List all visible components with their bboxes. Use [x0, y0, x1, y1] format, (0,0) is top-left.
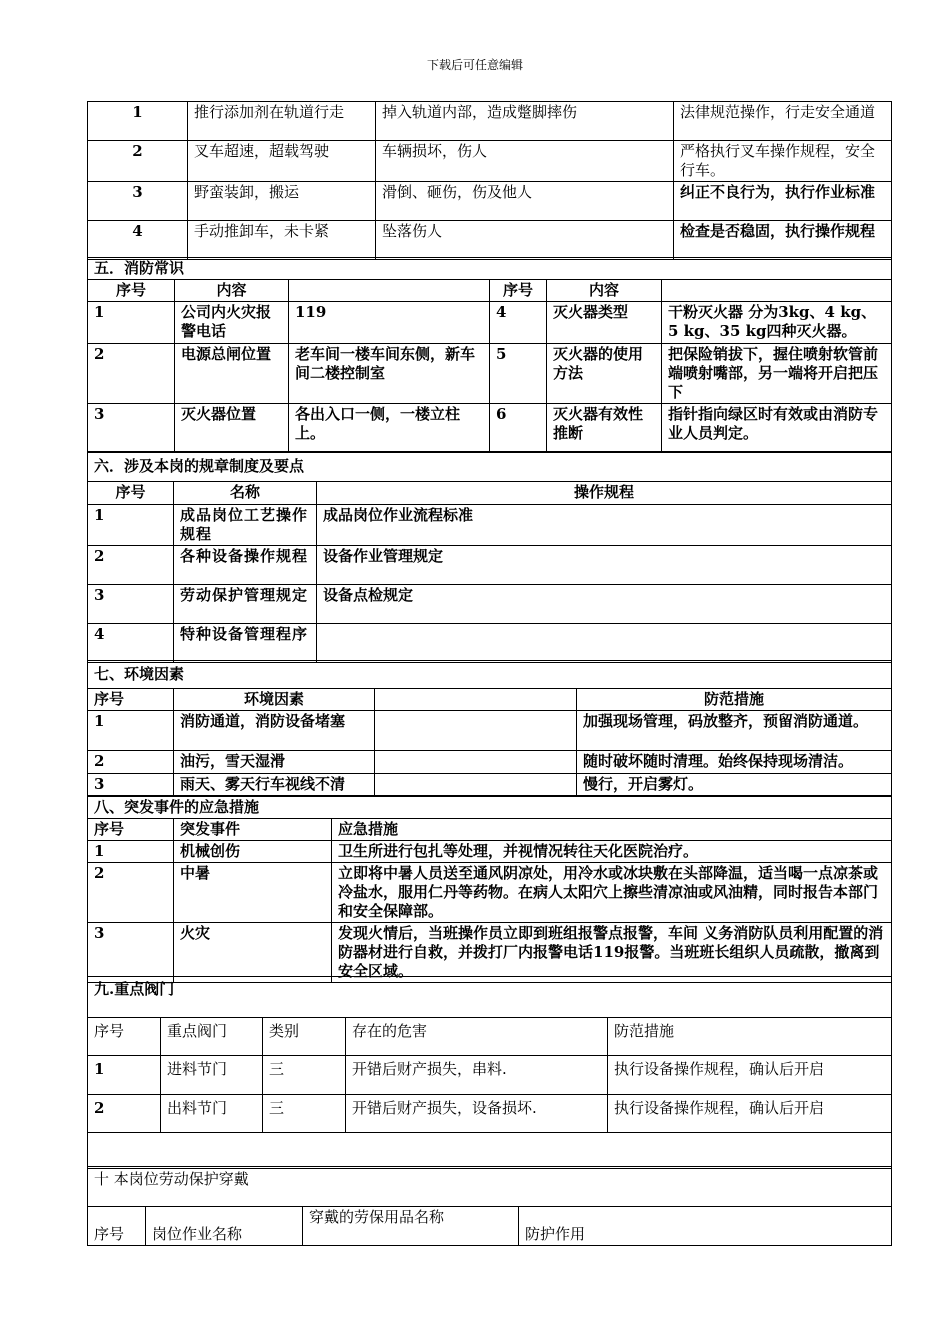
- table-row: [88, 546, 892, 585]
- col-header: 防护作用: [519, 1207, 892, 1246]
- measure-cell: 执行设备操作规程，确认后开启: [608, 1056, 892, 1095]
- row-number: 2: [88, 344, 175, 404]
- col-header: 序号: [88, 280, 175, 302]
- factor-cell: 消防通道，消防设备堵塞: [174, 711, 375, 751]
- table-row: [88, 182, 892, 221]
- col-header: 名称: [174, 482, 317, 505]
- table-row: [88, 751, 892, 774]
- col-header: 序号: [490, 280, 547, 302]
- table-row: [88, 344, 892, 404]
- table-header: [88, 819, 892, 841]
- row-number: 1: [88, 102, 188, 141]
- col-header: 岗位作业名称: [146, 1207, 303, 1246]
- section-title: 五．消防常识: [88, 258, 892, 280]
- col-header: 防范措施: [608, 1018, 892, 1056]
- measure-cell: 立即将中暑人员送至通风阴凉处，用冷水或冰块敷在头部降温，适当喝一点凉茶或冷盐水，服用仁丹等药物。在病人太阳穴上擦些清凉油或风油精，同时报告本部门和安全保障部。: [332, 863, 892, 923]
- measure-cell: 随时破坏随时清理。始终保持现场清洁。: [577, 751, 892, 774]
- table-row: [88, 863, 892, 923]
- procedure-cell: 设备作业管理规定: [317, 546, 892, 585]
- table-header: [88, 280, 892, 302]
- harm-cell: 坠落伤人: [376, 221, 674, 260]
- row-number: 2: [88, 751, 174, 774]
- table-row: [88, 302, 892, 344]
- measure-cell: 慢行，开启雾灯。: [577, 774, 892, 796]
- harm-cell: 车辆损坏，伤人: [376, 141, 674, 182]
- valve-cell: 出料节门: [161, 1095, 263, 1133]
- row-number: 3: [88, 923, 174, 983]
- activity-cell: 叉车超速，超载驾驶: [188, 141, 376, 182]
- row-number: 1: [88, 505, 174, 546]
- name-cell: 成品岗位工艺操作规程: [174, 505, 317, 546]
- table-header: [88, 1018, 892, 1056]
- row-number: 5: [490, 344, 547, 404]
- table-header: [88, 1207, 892, 1246]
- row-number: 3: [88, 585, 174, 624]
- emergency-table: [87, 796, 892, 983]
- value-cell: 干粉灭火器 分为3kg、4 kg、5 kg、35 kg四种灭火器。: [662, 302, 892, 344]
- item-cell: 灭火器的使用方法: [547, 344, 662, 404]
- procedure-cell: 成品岗位作业流程标准: [317, 505, 892, 546]
- table-row: [88, 141, 892, 182]
- measure-cell: 严格执行叉车操作规程，安全行车。: [674, 141, 892, 182]
- type-cell: 三: [263, 1056, 346, 1095]
- measure-cell: 检查是否稳固，执行操作规程: [674, 221, 892, 260]
- item-cell: 灭火器位置: [175, 404, 289, 453]
- table-row: [88, 505, 892, 546]
- measure-cell: 法律规范操作，行走安全通道: [674, 102, 892, 141]
- event-cell: 中暑: [174, 863, 332, 923]
- row-number: 2: [88, 1095, 161, 1133]
- name-cell: 各种设备操作规程: [174, 546, 317, 585]
- ppe-table: [87, 1166, 892, 1246]
- measure-cell: 卫生所进行包扎等处理，并视情况转往天化医院治疗。: [332, 841, 892, 863]
- item-cell: 灭火器有效性推断: [547, 404, 662, 453]
- col-header: 突发事件: [174, 819, 332, 841]
- row-number: 1: [88, 1056, 161, 1095]
- row-number: 4: [490, 302, 547, 344]
- table-header: [88, 482, 892, 505]
- row-number: 3: [88, 182, 188, 221]
- activity-cell: 野蛮装卸，搬运: [188, 182, 376, 221]
- section-title: 八、突发事件的应急措施: [88, 797, 892, 819]
- table-row: [88, 221, 892, 260]
- item-cell: 公司内火灾报警电话: [175, 302, 289, 344]
- table-row: [88, 585, 892, 624]
- valve-cell: 进料节门: [161, 1056, 263, 1095]
- section-title: 七、环境因素: [88, 661, 892, 689]
- hazard-table: [87, 101, 892, 260]
- table-row: [88, 102, 892, 141]
- row-number: 2: [88, 141, 188, 182]
- row-number: 4: [88, 221, 188, 260]
- col-header: 穿戴的劳保用品名称: [303, 1207, 519, 1246]
- rules-table: [87, 451, 892, 663]
- row-number: 2: [88, 863, 174, 923]
- environment-table: [87, 660, 892, 796]
- col-header: 存在的危害: [346, 1018, 608, 1056]
- harm-cell: 滑倒、砸伤，伤及他人: [376, 182, 674, 221]
- blank-row: [88, 1133, 892, 1169]
- row-number: 3: [88, 774, 174, 796]
- row-number: 3: [88, 404, 175, 453]
- event-cell: 火灾: [174, 923, 332, 983]
- row-number: 6: [490, 404, 547, 453]
- col-header: 序号: [88, 689, 174, 711]
- table-row: [88, 774, 892, 796]
- factor-cell: 油污，雪天湿滑: [174, 751, 375, 774]
- col-header: 应急措施: [332, 819, 892, 841]
- row-number: 4: [88, 624, 174, 663]
- section-title: 六．涉及本岗的规章制度及要点: [88, 452, 892, 482]
- name-cell: 劳动保护管理规定: [174, 585, 317, 624]
- col-header: 内容: [175, 280, 289, 302]
- value-cell: 119: [289, 302, 490, 344]
- col-header: 防范措施: [577, 689, 892, 711]
- col-header: 内容: [547, 280, 662, 302]
- row-number: 1: [88, 841, 174, 863]
- procedure-cell: 设备点检规定: [317, 585, 892, 624]
- table-header: [88, 689, 892, 711]
- table-row: [88, 624, 892, 663]
- activity-cell: 手动推卸车，未卡紧: [188, 221, 376, 260]
- col-header: 序号: [88, 1018, 161, 1056]
- fire-safety-table: [87, 257, 892, 453]
- value-cell: 指针指向绿区时有效或由消防专业人员判定。: [662, 404, 892, 453]
- item-cell: 灭火器类型: [547, 302, 662, 344]
- value-cell: 把保险销拔下，握住喷射软管前端喷射嘴部，另一端将开启把压下: [662, 344, 892, 404]
- section-title: 十 本岗位劳动保护穿戴: [88, 1167, 892, 1207]
- procedure-cell: [317, 624, 892, 663]
- section-title: 九.重点阀门: [88, 977, 892, 1018]
- item-cell: 电源总闸位置: [175, 344, 289, 404]
- col-header: 序号: [88, 482, 174, 505]
- measure-cell: 纠正不良行为，执行作业标准: [674, 182, 892, 221]
- col-header: 环境因素: [174, 689, 375, 711]
- col-header: 序号: [88, 1207, 146, 1246]
- value-cell: 老车间一楼车间东侧，新车间二楼控制室: [289, 344, 490, 404]
- table-row: [88, 1056, 892, 1095]
- table-row: [88, 1095, 892, 1133]
- table-row: [88, 923, 892, 983]
- table-row: [88, 711, 892, 751]
- row-number: 2: [88, 546, 174, 585]
- col-header: 序号: [88, 819, 174, 841]
- factor-cell: 雨天、雾天行车视线不清: [174, 774, 375, 796]
- hazard-cell: 开错后财产损失，串料.: [346, 1056, 608, 1095]
- col-header: 重点阀门: [161, 1018, 263, 1056]
- hazard-cell: 开错后财产损失，设备损坏.: [346, 1095, 608, 1133]
- valves-table: [87, 976, 892, 1169]
- row-number: 1: [88, 711, 174, 751]
- measure-cell: 执行设备操作规程，确认后开启: [608, 1095, 892, 1133]
- type-cell: 三: [263, 1095, 346, 1133]
- event-cell: 机械创伤: [174, 841, 332, 863]
- table-row: [88, 841, 892, 863]
- value-cell: 各出入口一侧，一楼立柱上。: [289, 404, 490, 453]
- harm-cell: 掉入轨道内部，造成蹩脚摔伤: [376, 102, 674, 141]
- activity-cell: 推行添加剂在轨道行走: [188, 102, 376, 141]
- table-row: [88, 404, 892, 453]
- name-cell: 特种设备管理程序: [174, 624, 317, 663]
- row-number: 1: [88, 302, 175, 344]
- page-header: 下载后可任意编辑: [426, 58, 523, 72]
- measure-cell: 加强现场管理，码放整齐，预留消防通道。: [577, 711, 892, 751]
- col-header: 类别: [263, 1018, 346, 1056]
- measure-cell: 发现火情后，当班操作员立即到班组报警点报警，车间 义务消防队员利用配置的消防器材进行自救，并拨打厂内报警电话119报警。当班班长组织人员疏散，撤离到安全区域。: [332, 923, 892, 983]
- col-header: 操作规程: [317, 482, 892, 505]
